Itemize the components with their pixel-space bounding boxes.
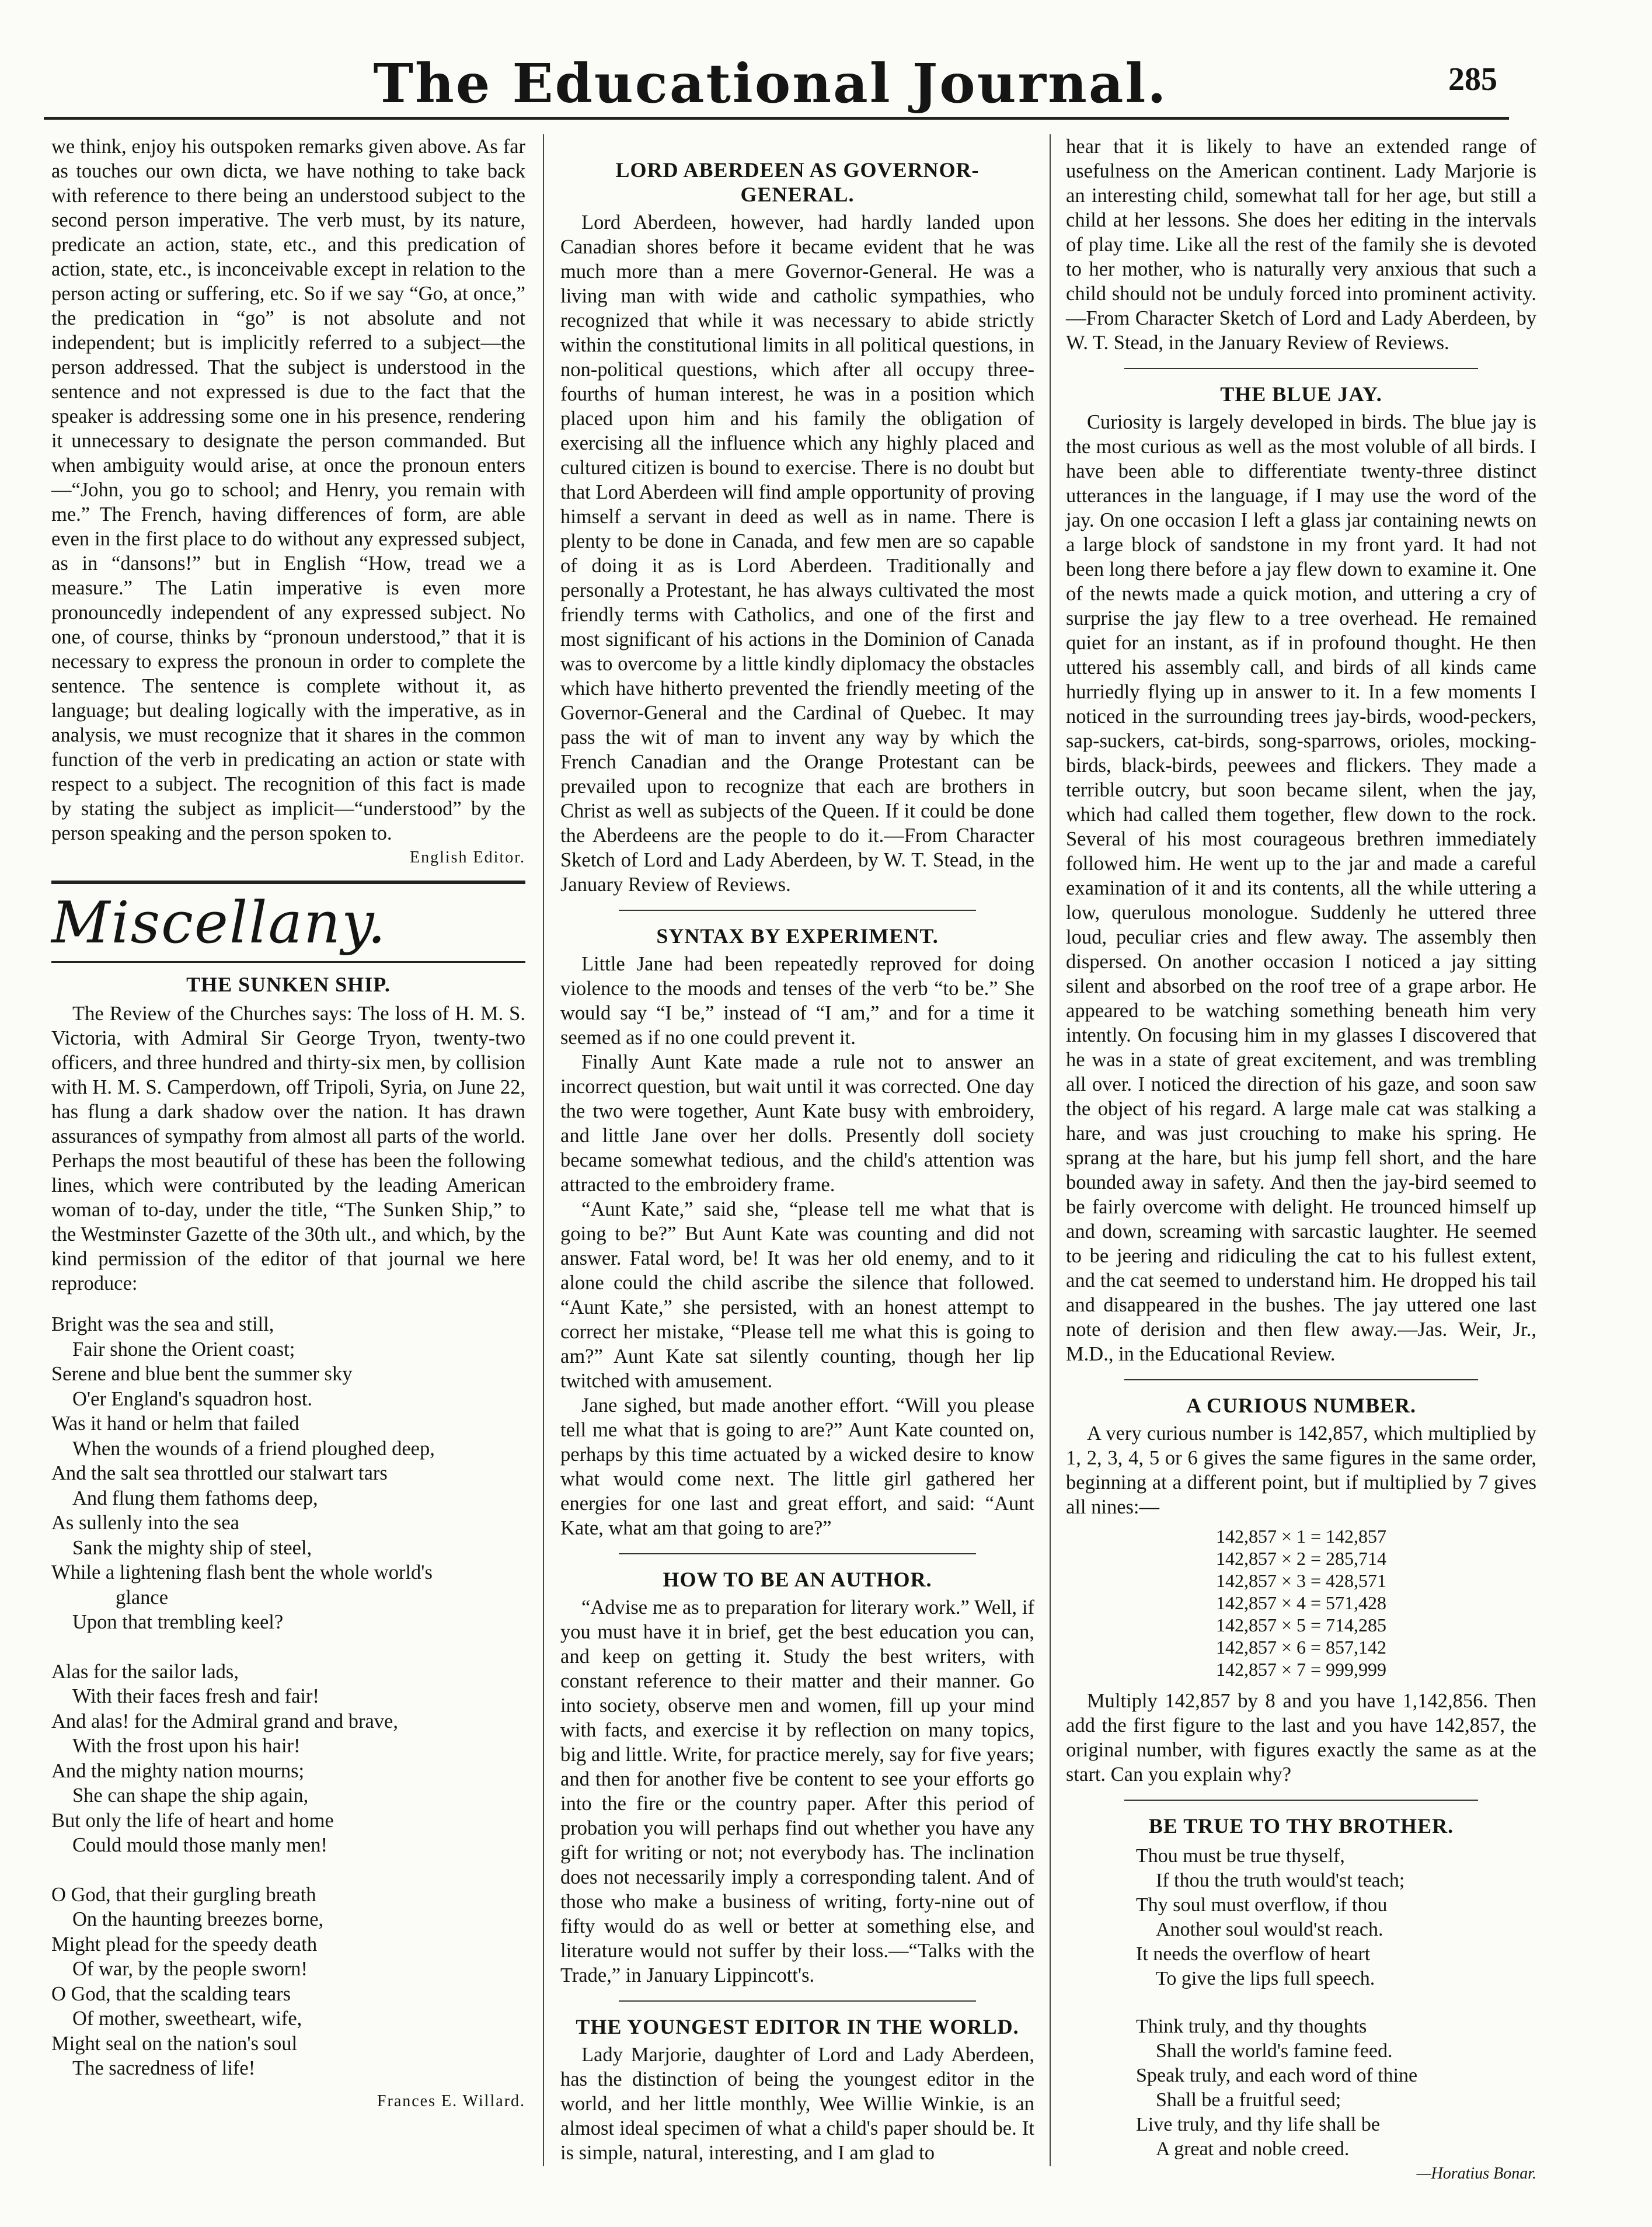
- header-rule: [44, 117, 1509, 120]
- article-heading: THE BLUE JAY.: [1220, 382, 1382, 406]
- equation: 142,857 × 7 = 999,999: [1215, 1659, 1387, 1680]
- article-heading: LORD ABERDEEN AS GOVERNOR-GENERAL.: [615, 158, 980, 206]
- equation: 142,857 × 5 = 714,285: [1215, 1614, 1387, 1636]
- poem-line: She can shape the ship again,: [72, 1784, 309, 1807]
- article-paragraph: hear that it is likely to have an extended range of usefulness on the American continent. Lady Marjorie is an interesting child, somewhat tall for her age, but still a child at her lessons. She does her editing in the intervals of play time. Like all the rest of the family she is devoted to her mother, who is naturally very anxious that such a child should not be unduly forced into prominent activity.—From Character Sketch of Lord and Lady Aberdeen, by W. T. Stead, in the January Review of Reviews.: [1066, 135, 1536, 354]
- poem-line: When the wounds of a friend ploughed deep,: [72, 1437, 435, 1460]
- poem-line: Another soul would'st reach.: [1156, 1919, 1383, 1940]
- signature: —Horatius Bonar.: [1416, 2165, 1536, 2183]
- poem-line: Might seal on the nation's soul: [51, 2032, 298, 2055]
- poem-line: Speak truly, and each word of thine: [1136, 2065, 1418, 2086]
- article-heading: A CURIOUS NUMBER.: [1186, 1394, 1417, 1417]
- article-paragraph: Finally Aunt Kate made a rule not to answer an incorrect question, but wait until it was corrected. One day the two were together, Aunt Kate busy with embroidery, and little Jane over her dolls. Presently doll society became somewhat tedious, and the child's attention was attracted to the embroidery frame.: [560, 1051, 1034, 1196]
- poem-line: Shall be a fruitful seed;: [1156, 2089, 1341, 2111]
- column-1: [51, 134, 525, 2114]
- poem-line: Of mother, sweetheart, wife,: [72, 2007, 302, 2030]
- poem-line: Thou must be true thyself,: [1136, 1845, 1345, 1867]
- article-paragraph: A very curious number is 142,857, which multiplied by 1, 2, 3, 4, 5 or 6 gives the same figures in the same order, beginning at a different point, but if multiplied by 7 gives all nines:—: [1066, 1422, 1536, 1518]
- poem-line: Thy soul must overflow, if thou: [1136, 1894, 1388, 1916]
- poem-line: Sank the mighty ship of steel,: [72, 1536, 312, 1559]
- poem-line: It needs the overflow of heart: [1136, 1943, 1371, 1965]
- column-divider: [1050, 134, 1051, 2166]
- divider: [1124, 1800, 1478, 1801]
- divider: [619, 1553, 976, 1554]
- poem-line: On the haunting breezes borne,: [72, 1908, 324, 1930]
- poem-line: The sacredness of life!: [72, 2057, 256, 2079]
- poem: [1066, 1844, 1536, 2162]
- section-title: Miscellany.: [51, 890, 387, 956]
- signature: English Editor.: [410, 848, 525, 867]
- poem-line: O'er England's squadron host.: [72, 1387, 313, 1410]
- section-rule: [51, 881, 525, 884]
- poem-line: And the salt sea throttled our stalwart tars: [51, 1462, 388, 1484]
- divider: [1124, 368, 1478, 369]
- column-2: [560, 134, 1034, 2165]
- poem-line: While a lightening flash bent the whole world's: [51, 1561, 433, 1584]
- article-paragraph: The Review of the Churches says: The loss of H. M. S. Victoria, with Admiral Sir George Tryon, twenty-two officers, and three hundred and thirty-six men, by collision with H. M. S. Camperdown, off Tripoli, Syria, on June 22, has flung a dark shadow over the nation. It has drawn assurances of sympathy from almost all parts of the world. Perhaps the most beautiful of these has been the following lines, which were contributed by the leading American woman of to-day, under the title, “The Sunken Ship,” to the Westminster Gazette of the 30th ult., and which, by the kind permission of the editor of that journal we here reproduce:: [51, 1003, 525, 1295]
- poem-line: Alas for the sailor lads,: [51, 1660, 239, 1683]
- divider: [1124, 1379, 1478, 1380]
- equation: 142,857 × 4 = 571,428: [1215, 1592, 1387, 1613]
- article-paragraph: “Aunt Kate,” said she, “please tell me what that is going to be?” But Aunt Kate was counting and did not answer. Fatal word, be! It was her old enemy, and to it alone could the child ascribe the silence that followed. “Aunt Kate,” she persisted, with an honest attempt to correct her mistake, “Please tell me what this is going to am?” Aunt Kate sat silently counting, though her lip twitched with amusement.: [560, 1198, 1034, 1392]
- poem-line: Think truly, and thy thoughts: [1136, 2016, 1367, 2037]
- equation: 142,857 × 1 = 142,857: [1215, 1526, 1387, 1547]
- article-paragraph: Little Jane had been repeatedly reproved for doing violence to the moods and tenses of the verb “to be.” She would say “I be,” instead of “I am,” and for a time it seemed as if no one could prevent it.: [560, 953, 1034, 1049]
- poem-line: glance: [116, 1586, 169, 1609]
- poem: [51, 1312, 525, 2081]
- article-paragraph: Multiply 142,857 by 8 and you have 1,142,856. Then add the first figure to the last and you have 142,857, the original number, with figures exactly the same as at the start. Can you explain why?: [1066, 1690, 1536, 1786]
- article-paragraph: Lord Aberdeen, however, had hardly landed upon Canadian shores before it became evident that he was much more than a mere Governor-General. He was a living man with wide and catholic sympathies, who recognized that while it was necessary to abide strictly within the constitutional limits in all political questions, in non-political questions, which after all occupy three-fourths of human interest, he was in a position which placed upon him and his family the obligation of exercising all the influence which any highly placed and cultured citizen is bound to exercise. There is no doubt but that Lord Aberdeen will find ample opportunity of proving himself a servant in deed as well as in name. There is plenty to be done in Canada, and few men are so capable of doing it as is Lord Aberdeen. Traditionally and personally a Protestant, he has always cultivated the most friendly terms with Catholics, and one of the first and most significant of his actions in the Dominion of Canada was to overcome by a little kindly diplomacy the obstacles which have hitherto prevented the friendly meeting of the Governor-General and the Cardinal of Quebec. It may pass the wit of man to invent any way by which the French Canadian and the Orange Protestant can be prevailed upon to recognize that each are brothers in Christ as well as subjects of the Queen. If it could be done the Aberdeens are the people to do it.—From Character Sketch of Lord and Lady Aberdeen, by W. T. Stead, in the January Review of Reviews.: [560, 211, 1034, 896]
- divider: [619, 2000, 976, 2002]
- poem-line: Shall the world's famine feed.: [1156, 2040, 1393, 2062]
- poem-line: With their faces fresh and fair!: [72, 1685, 319, 1707]
- poem-line: Fair shone the Orient coast;: [72, 1338, 295, 1360]
- masthead-bar: [44, 51, 1497, 117]
- column-divider: [543, 134, 544, 2166]
- journal-title: The Educational Journal.: [373, 52, 1168, 115]
- article-paragraph: Curiosity is largely developed in birds. The blue jay is the most curious as well as the most voluble of all birds. I have been able to differentiate twenty-three distinct utterances in the language, if I may use the word of the jay. On one occasion I left a glass jar containing newts on a large block of sandstone in my front yard. It had not been long there before a jay flew down to examine it. One of the newts made a quick motion, and uttering a cry of surprise the jay flew to a tree overhead. He remained quiet for an instant, as if in profound thought. He then uttered his assembly call, and birds of all kinds came hurriedly flying up in answer to it. In a few moments I noticed in the surrounding trees jay-birds, wood-peckers, sap-suckers, cat-birds, song-sparrows, orioles, mocking-birds, black-birds, peewees and flickers. They made a terrible outcry, but soon became silent, when the jay, which had called them together, flew down to the rock. Several of his most courageous brethren immediately followed him. He went up to the jar and made a careful examination of it and its contents, all the while uttering a low, querulous monologue. Suddenly he uttered three loud, peculiar cries and flew away. The assembly then dispersed. On another occasion I noticed a jay sitting silent and absorbed on the roof tree of a grape arbor. He appeared to be watching something beneath him very intently. On focusing him in my glasses I discovered that he was in a state of great excitement, and was trembling all over. I noticed the direction of his gaze, and soon saw the object of his regard. A large male cat was stalking a hare, and was just crouching to make his spring. He sprang at the hare, but his jump fell short, and the hare bounded away in safety. And then the jay-bird seemed to be fairly overcome with delight. He trounced himself up and down, screaming with sarcastic laughter. He seemed to be jeering and ridiculing the cat to his fullest extent, and the cat seemed to understand him. He dropped his tail and disappeared in the bushes. The jay uttered one last note of derision and then flew away.—Jas. Weir, Jr., M.D., in the Educational Review.: [1066, 411, 1536, 1365]
- editor-paragraph: we think, enjoy his outspoken remarks given above. As far as touches our own dicta, we have nothing to take back with reference to there being an understood subject to the second person imperative. The verb must, by its nature, predicate an action, state, etc., and this predication of action, state, etc., is inconceivable except in relation to the person acting or suffering, etc. So if we say “Go, at once,” the predication in “go” is not absolute and not independent; but is implicitly referred to a subject—the person addressed. That the subject is understood in the sentence and not expressed is due to the fact that the speaker is addressing some one in his presence, rendering it unnecessary to designate the person commanded. But when ambiguity would arise, at once the pronoun enters—“John, you go to school; and Henry, you remain with me.” The French, having differences of form, are able even in the first place to do without any expressed subject, as in “dansons!” but in English “How, tread we a measure.” The Latin imperative is even more pronouncedly independent of any expressed subject. No one, of course, thinks by “pronoun understood,” that it is necessary to express the pronoun in order to complete the sentence. The sentence is complete without it, as language; but dealing logically with the imperative, as in analysis, we must recognize that it shares in the common function of the verb in predicating an action or state with respect to a subject. The recognition of this fact is made by stating the subject as implicit—“understood” by the person speaking and the person spoken to.: [51, 135, 525, 844]
- article-heading: THE SUNKEN SHIP.: [186, 973, 391, 996]
- poem-line: Serene and blue bent the summer sky: [51, 1363, 353, 1385]
- equation: 142,857 × 3 = 428,571: [1215, 1570, 1387, 1591]
- poem-line: And flung them fathoms deep,: [72, 1487, 318, 1509]
- page-number: 285: [1448, 61, 1497, 98]
- poem-line: Live truly, and thy life shall be: [1136, 2114, 1380, 2135]
- article-paragraph: Jane sighed, but made another effort. “Will you please tell me what that is going to are?” Aunt Kate counted on, perhaps by this time actuated by a wicked desire to know what would come next. The little girl gathered her energies for one last and great effort, and said: “Aunt Kate, what am that going to are?”: [560, 1394, 1034, 1539]
- section-rule: [51, 961, 525, 963]
- poem-line: With the frost upon his hair!: [72, 1735, 301, 1757]
- article-heading: SYNTAX BY EXPERIMENT.: [656, 924, 939, 948]
- poem-line: A great and noble creed.: [1156, 2138, 1350, 2160]
- divider: [619, 910, 976, 911]
- poem-line: O God, that the scalding tears: [51, 1982, 291, 2005]
- poem-line: Of war, by the people sworn!: [72, 1958, 308, 1980]
- equation: 142,857 × 2 = 285,714: [1215, 1548, 1387, 1569]
- poem-line: Could mould those manly men!: [72, 1834, 327, 1856]
- article-paragraph: “Advise me as to preparation for literary work.” Well, if you must have it in brief, get the best education you can, and keep on getting it. Study the best writers, with constant reference to their matter and their manner. Go into society, observe men and women, fill up your mind with facts, and exercise it by reflection on many topics, big and little. Write, for practice merely, say for five years; and then for another five be content to see your efforts go into the fire or the country paper. After this period of probation you will perhaps find out whether you have any gift for writing or not; not everybody has. The inclination does not necessarily imply a corresponding talent. And of those who make a business of writing, forty-nine out of fifty would do as well or better at something else, and literature would not suffer by their loss.—“Talks with the Trade,” in January Lippincott's.: [560, 1596, 1034, 1986]
- poem-line: To give the lips full speech.: [1156, 1968, 1375, 1989]
- article-heading: HOW TO BE AN AUTHOR.: [663, 1568, 932, 1591]
- equation: 142,857 × 6 = 857,142: [1215, 1637, 1387, 1658]
- poem-line: Was it hand or helm that failed: [51, 1412, 299, 1435]
- equation-list: [1066, 1525, 1536, 1680]
- poem-line: As sullenly into the sea: [51, 1512, 239, 1534]
- signature: Frances E. Willard.: [377, 2092, 525, 2110]
- poem-line: Upon that trembling keel?: [72, 1611, 284, 1633]
- article-paragraph: Lady Marjorie, daughter of Lord and Lady Aberdeen, has the distinction of being the youngest editor in the world, and her little monthly, Wee Willie Winkie, is an almost ideal specimen of what a child's paper should be. It is simple, natural, interesting, and I am glad to: [560, 2044, 1034, 2164]
- poem-line: If thou the truth would'st teach;: [1156, 1870, 1405, 1891]
- column-3: [1066, 134, 1536, 2186]
- poem-line: O God, that their gurgling breath: [51, 1883, 316, 1906]
- poem-line: And the mighty nation mourns;: [51, 1759, 305, 1782]
- poem-line: But only the life of heart and home: [51, 1809, 334, 1832]
- article-heading: THE YOUNGEST EDITOR IN THE WORLD.: [576, 2015, 1019, 2038]
- poem-line: And alas! for the Admiral grand and brave,: [51, 1710, 398, 1732]
- poem-line: Might plead for the speedy death: [51, 1933, 318, 1955]
- article-heading: BE TRUE TO THY BROTHER.: [1148, 1814, 1454, 1838]
- poem-line: Bright was the sea and still,: [51, 1313, 274, 1335]
